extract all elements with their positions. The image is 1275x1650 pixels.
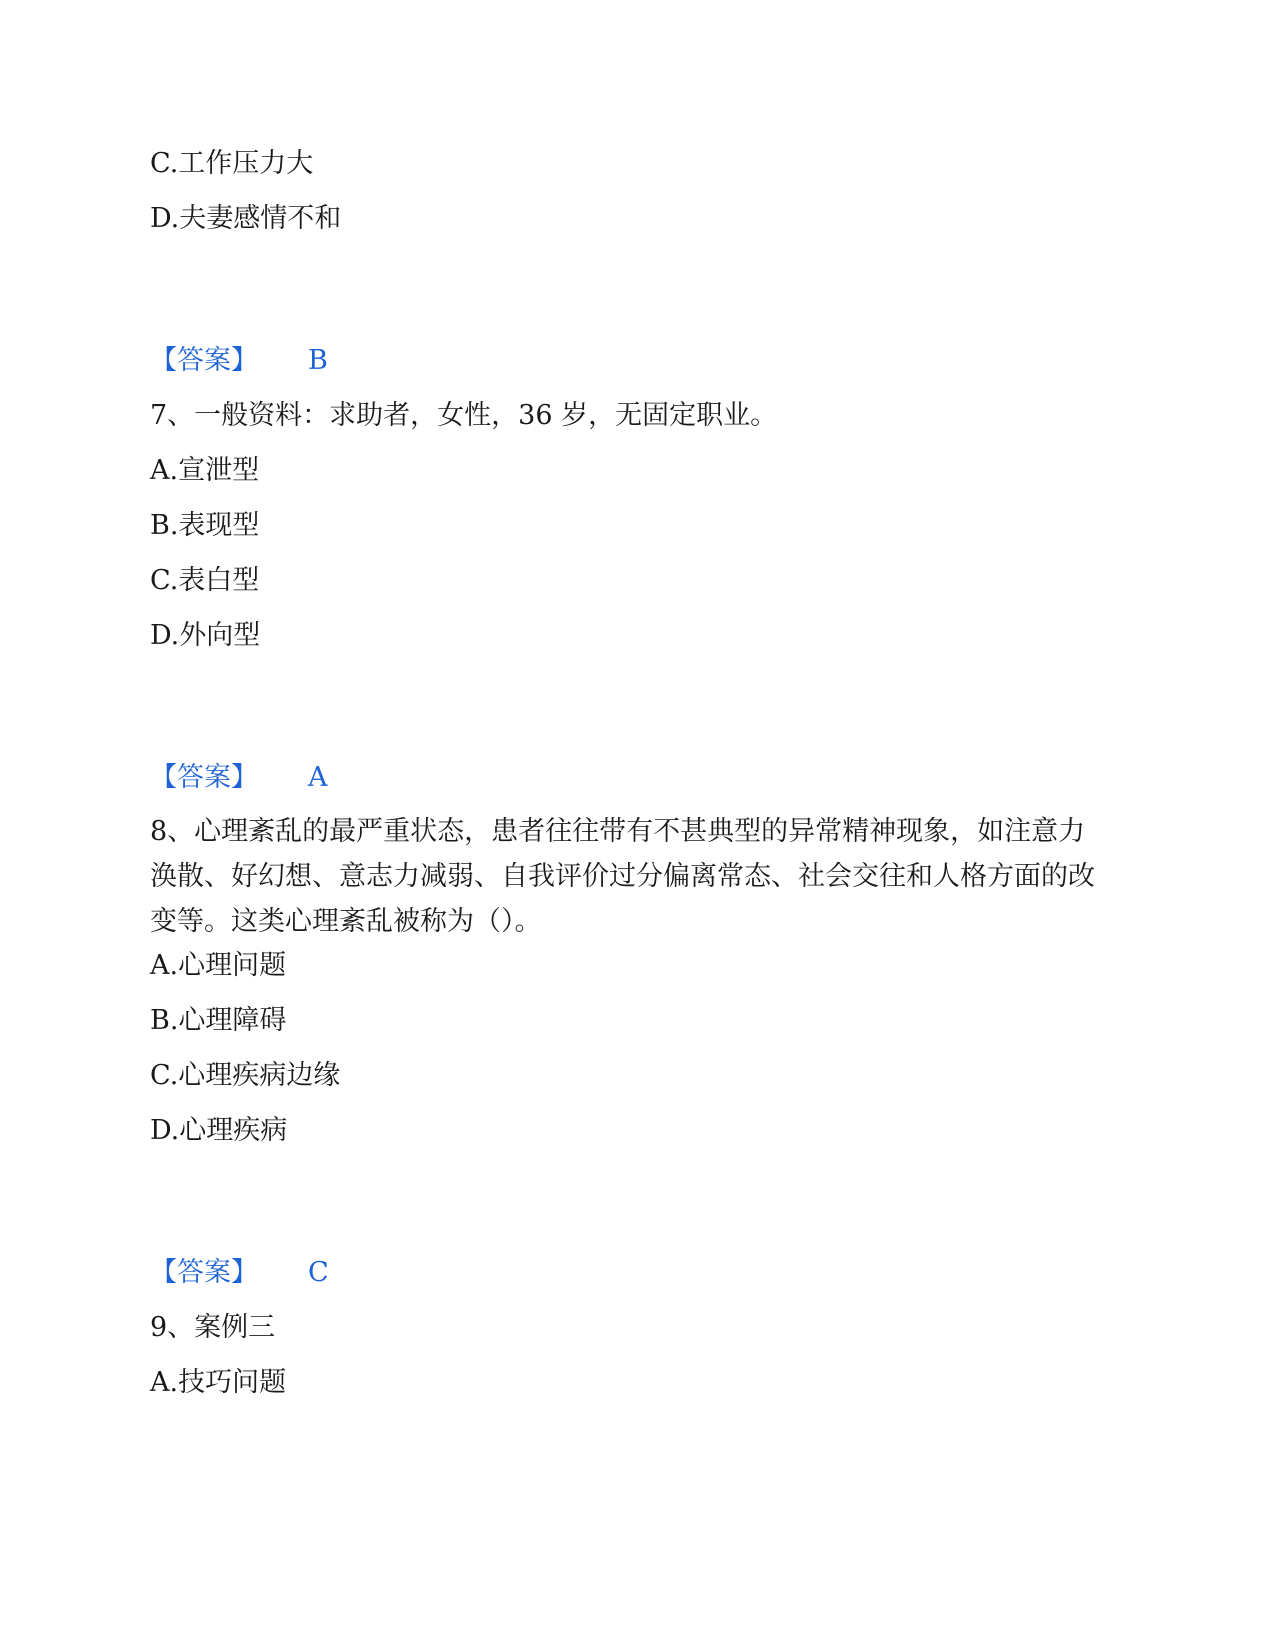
answer-label: 【答案】 [150,345,258,376]
answer-value: B [308,345,328,376]
answer-label: 【答案】 [150,1257,258,1288]
q7-option-b: B.表现型 [150,510,260,541]
q9-option-a: A.技巧问题 [150,1367,287,1398]
q7-option-d: D.外向型 [150,620,261,651]
q8-answer [150,1254,329,1292]
q8-option-b: B.心理障碍 [150,1005,287,1036]
q7-question: 7、一般资料：求助者，女性，36 岁，无固定职业。 [150,400,778,431]
q8-option-c: C.心理疾病边缘 [150,1060,341,1091]
q9-question: 9、案例三 [150,1312,276,1343]
q7-option-c: C.表白型 [150,565,260,596]
q6-option-d: D.夫妻感情不和 [150,203,342,234]
q8-question: 8、心理紊乱的最严重状态，患者往往带有不甚典型的异常精神现象，如注意力涣散、好幻想、意志力减弱、自我评价过分偏离常态、社会交往和人格方面的改变等。这类心理紊乱被称为（）。 [150,816,1095,937]
q7-option-a: A.宣泄型 [150,455,260,486]
q8-option-a: A.心理问题 [150,950,287,981]
answer-label: 【答案】 [150,762,258,793]
q6-answer [150,342,328,380]
answer-value: A [308,762,328,793]
answer-value: C [308,1257,329,1288]
q8-option-d: D.心理疾病 [150,1115,288,1146]
q6-option-c: C.工作压力大 [150,148,314,179]
q7-answer [150,759,328,797]
